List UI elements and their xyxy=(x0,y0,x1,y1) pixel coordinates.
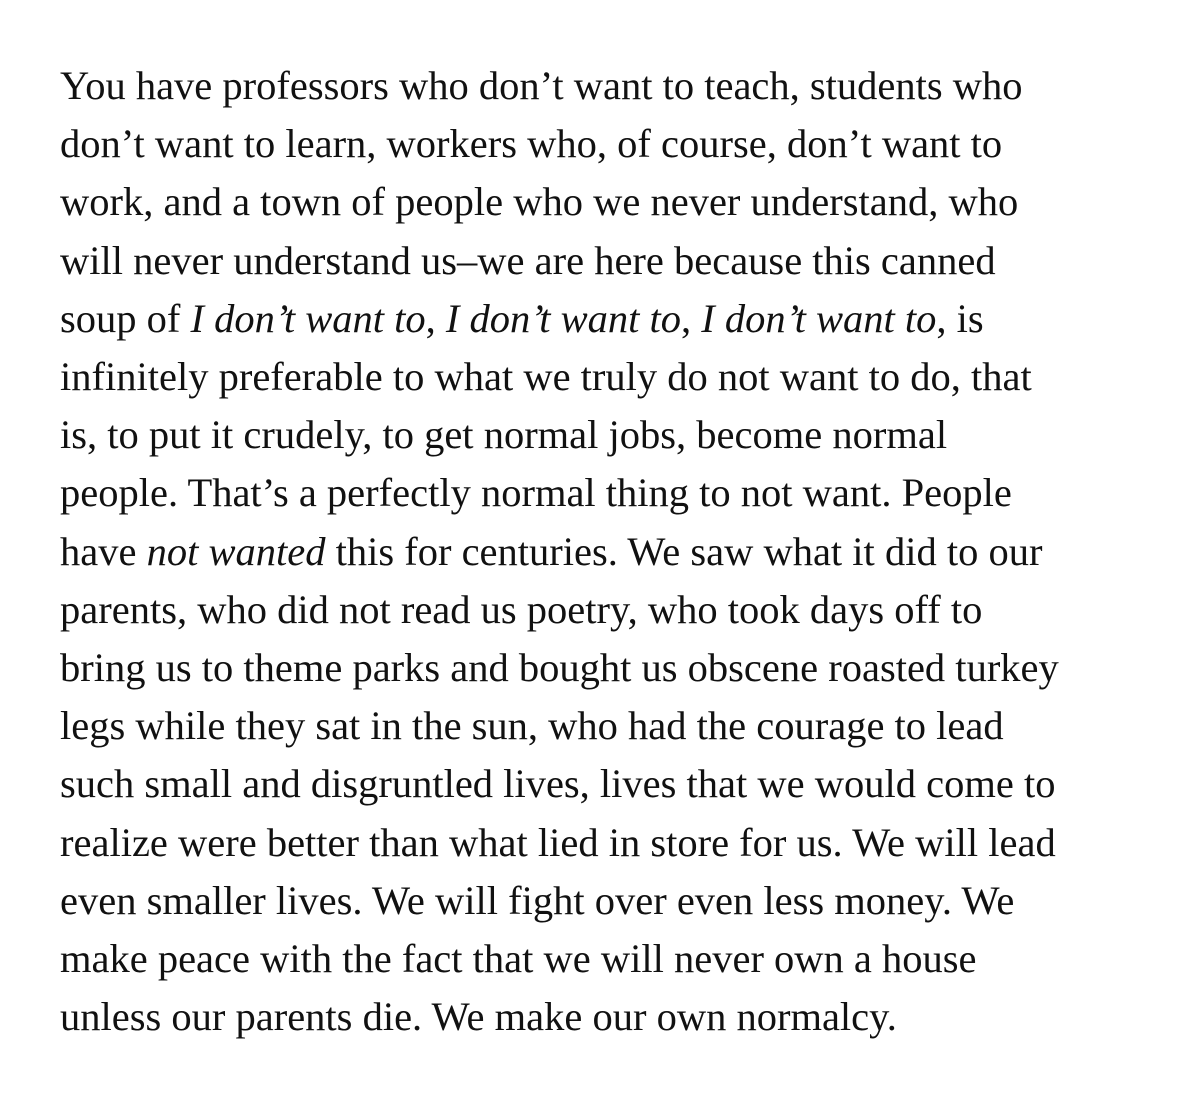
text-segment: bring us to theme parks and bought us obscene roasted turkey xyxy=(60,645,1059,691)
text-line xyxy=(60,57,1170,115)
text-line xyxy=(60,115,1170,173)
text-line xyxy=(60,581,1170,639)
text-segment: soup of xyxy=(60,295,191,341)
text-segment: work, and a town of people who we never understand, who xyxy=(60,179,1019,225)
text-line xyxy=(60,406,1170,464)
text-line xyxy=(60,697,1170,755)
text-line xyxy=(60,173,1170,231)
italic-phrase: I don’t want to xyxy=(701,295,937,341)
text-segment: have xyxy=(60,528,147,574)
text-line xyxy=(60,464,1170,522)
text-line xyxy=(60,988,1170,1046)
text-line xyxy=(60,639,1170,697)
text-segment: even smaller lives. We will fight over even less money. We xyxy=(60,877,1015,923)
text-segment: this for centuries. We saw what it did to our xyxy=(325,528,1043,574)
italic-phrase: not wanted xyxy=(146,528,326,574)
text-passage xyxy=(60,57,1170,1046)
text-line xyxy=(60,930,1170,988)
text-line xyxy=(60,755,1170,813)
text-segment: people. That’s a perfectly normal thing to not want. People xyxy=(60,470,1012,516)
text-segment: don’t want to learn, workers who, of course, don’t want to xyxy=(60,121,1003,167)
text-segment: such small and disgruntled lives, lives that we would come to xyxy=(60,761,1056,807)
text-line xyxy=(60,232,1170,290)
text-segment: , is xyxy=(936,295,984,341)
text-line xyxy=(60,523,1170,581)
text-line xyxy=(60,872,1170,930)
text-segment: will never understand us–we are here because this canned xyxy=(60,237,996,283)
text-segment: infinitely preferable to what we truly do not want to do, that xyxy=(60,354,1032,400)
text-segment: realize were better than what lied in store for us. We will lead xyxy=(60,819,1056,865)
text-segment: You have professors who don’t want to teach, students who xyxy=(60,63,1023,108)
text-segment: unless our parents die. We make our own normalcy. xyxy=(60,994,897,1040)
text-segment: make peace with the fact that we will never own a house xyxy=(60,936,977,982)
text-segment: parents, who did not read us poetry, who took days off to xyxy=(60,586,983,632)
text-segment: , xyxy=(425,295,446,341)
text-segment: is, to put it crudely, to get normal jobs, become normal xyxy=(60,412,948,458)
italic-phrase: I don’t want to xyxy=(445,295,682,341)
italic-phrase: I don’t want to xyxy=(190,295,426,341)
text-segment: legs while they sat in the sun, who had the courage to lead xyxy=(60,703,1004,749)
text-line xyxy=(60,348,1170,406)
text-segment: , xyxy=(681,295,702,341)
text-line xyxy=(60,290,1170,348)
text-line xyxy=(60,814,1170,872)
